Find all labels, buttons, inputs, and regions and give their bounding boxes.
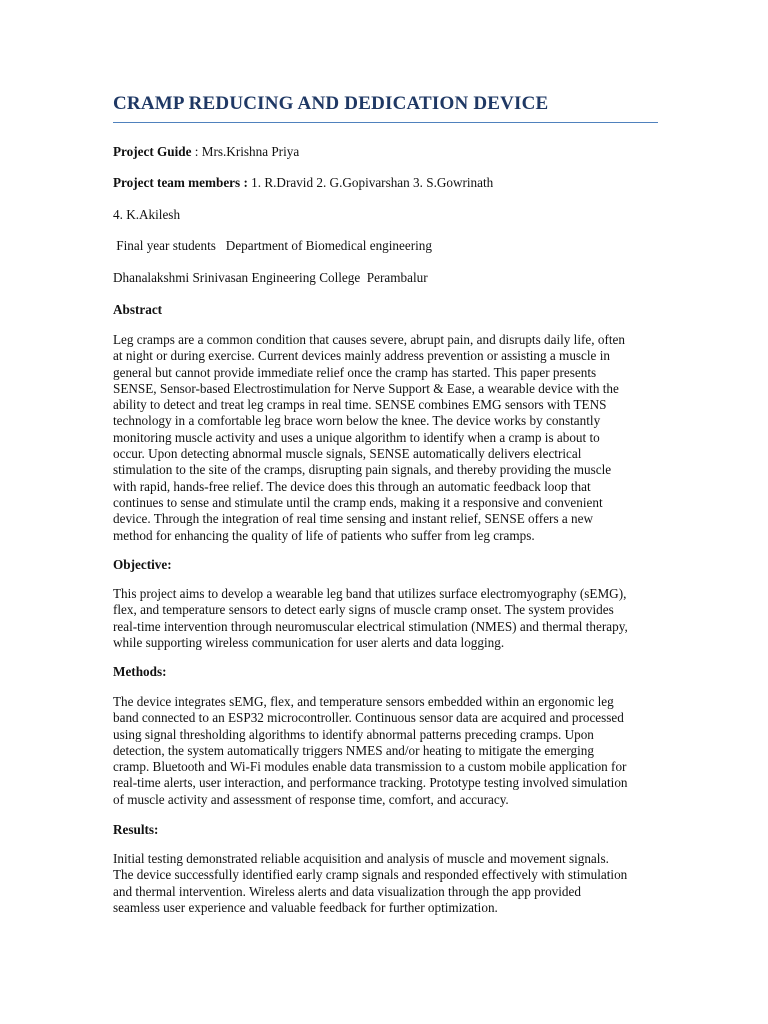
methods-line: The device integrates sEMG, flex, and temperature sensors embedded within an ergonomic leg (113, 694, 614, 709)
objective-line: flex, and temperature sensors to detect early signs of muscle cramp onset. The system provides (113, 602, 614, 618)
methods-heading: Methods: (113, 664, 167, 679)
methods-line: detection, the system automatically triggers NMES and/or heating to mitigate the emerging (113, 742, 594, 758)
students-department-line: Final year students Department of Biomedical engineering (113, 238, 432, 253)
abstract-line: SENSE, Sensor-based Electrostimulation for Nerve Support & Ease, a wearable device with the (113, 380, 619, 396)
team-members-label: Project team members : (113, 175, 252, 190)
methods-line: real-time alerts, user interaction, and performance tracking. Prototype testing involved simulation (113, 775, 628, 791)
objective-line: while supporting wireless communication for user alerts and data logging. (113, 634, 505, 650)
abstract-line: monitoring muscle activity and uses a unique algorithm to identify when a cramp is about to (113, 429, 600, 445)
results-paragraph (113, 851, 658, 916)
document-title: CRAMP REDUCING AND DEDICATION DEVICE (113, 93, 658, 123)
methods-line: using signal thresholding algorithms to identify abnormal patterns preceding cramps. Upon (113, 726, 594, 742)
methods-line: of muscle activity and assessment of response time, comfort, and accuracy. (113, 791, 509, 807)
methods-paragraph (113, 694, 658, 808)
abstract-line: technology in a comfortable leg brace worn below the knee. The device works by constantly (113, 413, 601, 429)
team-members-value: 1. R.Dravid 2. G.Gopivarshan 3. S.Gowrinath (251, 175, 494, 190)
abstract-line: occur. Upon detecting abnormal muscle signals, SENSE automatically delivers electrical (113, 446, 582, 462)
college-line: Dhanalakshmi Srinivasan Engineering College Perambalur (113, 270, 428, 285)
objective-line: real-time intervention through neuromuscular electrical stimulation (NMES) and thermal therapy, (113, 618, 628, 634)
abstract-line: with rapid, hands-free relief. The device does this through an automatic feedback loop that (113, 478, 591, 494)
results-line: Initial testing demonstrated reliable acquisition and analysis of muscle and movement signals. (113, 851, 609, 866)
abstract-line: continues to sense and stimulate until the cramp ends, making it a responsive and convenient (113, 494, 603, 510)
abstract-line: at night or during exercise. Current devices mainly address prevention or assisting a muscle in (113, 348, 610, 364)
abstract-line: ability to detect and treat leg cramps in real time. SENSE combines EMG sensors with TENS (113, 397, 607, 413)
results-line: The device successfully identified early cramp signals and responded effectively with stimulation (113, 867, 628, 883)
methods-line: band connected to an ESP32 microcontroller. Continuous sensor data are acquired and processed (113, 710, 624, 726)
objective-heading: Objective: (113, 557, 172, 572)
team-members-continued: 4. K.Akilesh (113, 207, 181, 222)
project-guide-line (113, 144, 299, 160)
results-heading: Results: (113, 822, 159, 837)
abstract-heading: Abstract (113, 302, 163, 317)
objective-paragraph (113, 586, 658, 651)
objective-line: This project aims to develop a wearable leg band that utilizes surface electromyography (sEMG), (113, 586, 627, 601)
abstract-paragraph (113, 332, 658, 544)
abstract-line: method for enhancing the quality of life of patients who suffer from leg cramps. (113, 527, 535, 543)
abstract-line: general but cannot provide immediate relief once the cramp has started. This paper presents (113, 364, 597, 380)
results-line: and thermal intervention. Wireless alerts and data visualization through the app provided (113, 883, 581, 899)
project-guide-value: : Mrs.Krishna Priya (191, 144, 300, 159)
team-members-line (113, 175, 493, 191)
abstract-line: stimulation to the site of the cramps, disrupting pain signals, and thereby providing the muscle (113, 462, 612, 478)
methods-line: cramp. Bluetooth and Wi-Fi modules enable data transmission to a custom mobile application for (113, 759, 627, 775)
abstract-line: device. Through the integration of real time sensing and instant relief, SENSE offers a new (113, 511, 593, 527)
abstract-line: Leg cramps are a common condition that causes severe, abrupt pain, and disrupts daily life, often (113, 332, 625, 347)
project-guide-label: Project Guide (113, 144, 192, 159)
results-line: seamless user experience and valuable feedback for further optimization. (113, 899, 498, 915)
